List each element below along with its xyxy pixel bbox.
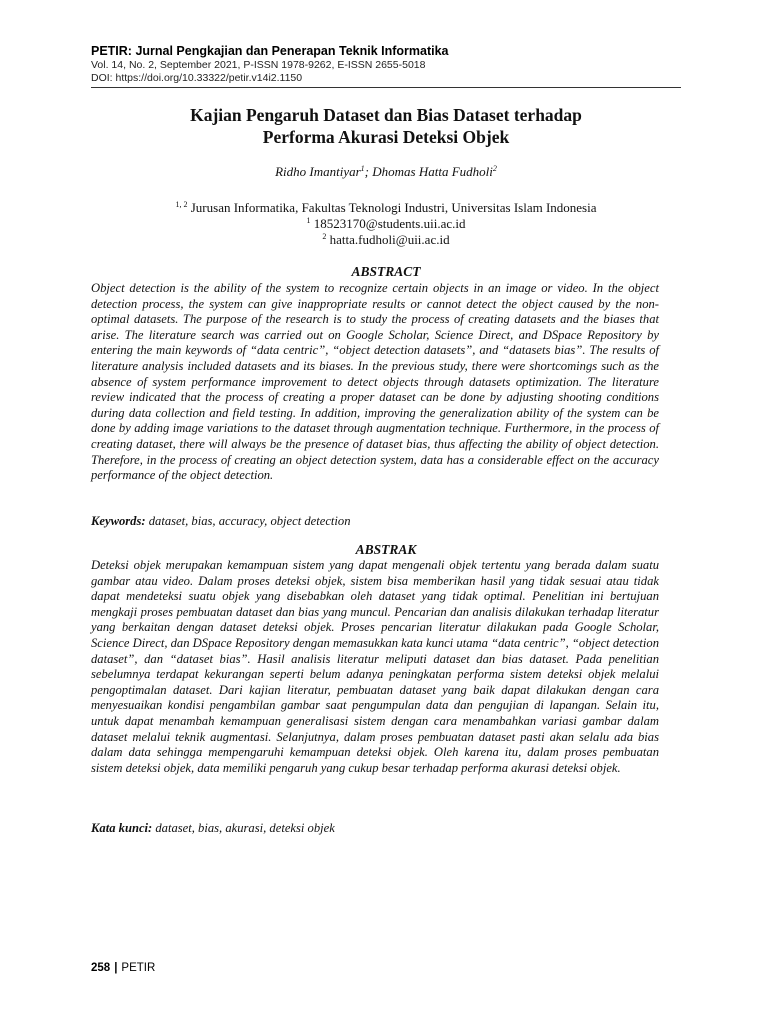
author-1-affil: 1 (360, 164, 365, 173)
footer-journal: PETIR (121, 962, 156, 974)
footer-separator: | (114, 962, 118, 974)
journal-volume: Vol. 14, No. 2, September 2021, P-ISSN 1978-9262, E-ISSN 2655-5018 (91, 59, 426, 71)
affiliation-line (91, 200, 681, 216)
keywords (91, 513, 659, 529)
author-2-affil: 2 (492, 164, 497, 173)
kata-kunci-label: Kata kunci: (91, 821, 153, 835)
affiliation-text: Jurusan Informatika, Fakultas Teknologi Industri, Universitas Islam Indonesia (187, 200, 597, 215)
affiliation-sup: 1, 2 (175, 200, 188, 209)
author-list (91, 163, 681, 181)
affiliations (91, 200, 681, 248)
header-divider (91, 87, 681, 88)
email-1-sup: 1 (306, 216, 311, 225)
journal-header (91, 43, 681, 85)
author-1: Ridho Imantiyar (275, 164, 361, 179)
kata-kunci (91, 820, 659, 836)
email-1[interactable]: 18523170@students.uii.ac.id (310, 216, 466, 231)
email-line-2 (91, 232, 681, 248)
keywords-value: dataset, bias, accuracy, object detection (145, 514, 351, 528)
page-footer (91, 962, 155, 974)
paper-title (91, 104, 681, 148)
abstrak-heading: ABSTRAK (355, 542, 417, 557)
email-line-1 (91, 216, 681, 232)
abstrak-body: Deteksi objek merupakan kemampuan sistem yang dapat mengenali objek tertentu yang berada dalam suatu gambar atau video. Dalam proses deteksi objek, sistem bisa memberikan hasil yang tidak sesuai atau tidak dapat mendeteksi suatu objek yang disebabkan oleh dataset yang tidak optimal. Penelitian ini bertujuan mengkaji proses pembuatan dataset dan bias yang muncul. Pencarian dan analisis dilakukan terhadap literatur yang berkaitan dengan dataset deteksi objek. Proses pencarian literatur dilakukan pada Google Scholar, Science Direct, dan DSpace Repository dengan memasukkan kata kunci utama “data centric”, “object detection dataset”, dan “dataset bias”. Hasil analisis literatur meliputi dataset dan bias dataset. Pada penelitian sebelumnya terdapat kekurangan seperti belum adanya peningkatan performa sistem deteksi objek melalui pengoptimalan dataset. Dari kajian literatur, pembuatan dataset yang baik dapat dilakukan dengan cara menyesuaikan kondisi pengambilan gambar saat pengumpulan data dan pengujian di lapangan. Selain itu, untuk dapat menambah kemampuan generalisasi sistem dengan cara menambahkan variasi gambar dalam dataset melalui teknik augmentasi. Selanjutnya, dalam proses pembuatan dataset pasti akan selalu ada bias dalam data sehingga mempengaruhi kemampuan deteksi objek. Oleh karena itu, dalam proses pembuatan sistem deteksi objek, data memiliki pengaruh yang cukup besar terhadap performa akurasi deteksi objek. (91, 558, 659, 775)
title-line-1: Kajian Pengaruh Dataset dan Bias Dataset terhadap (190, 105, 582, 125)
author-2: Dhomas Hatta Fudholi (372, 164, 493, 179)
email-2[interactable]: hatta.fudholi@uii.ac.id (326, 232, 450, 247)
page-number: 258 (91, 962, 111, 974)
email-2-sup: 2 (322, 232, 327, 241)
keywords-label: Keywords: (91, 514, 146, 528)
journal-doi[interactable]: DOI: https://doi.org/10.33322/petir.v14i2.1150 (91, 72, 303, 84)
kata-kunci-value: dataset, bias, akurasi, deteksi objek (152, 821, 335, 835)
abstract-body: Object detection is the ability of the system to recognize certain objects in an image or video. In the object detection process, the system can give inappropriate results or cannot detect the object caused by the non-optimal datasets. The purpose of the research is to study the process of creating datasets and the biases that arise. The literature search was carried out on Google Scholar, Science Direct, and DSpace Repository by entering the main keywords of “data centric”, “object detection datasets”, and “datasets bias”. The results of literature analysis included datasets and its biases. In the previous study, there were shortcomings such as the absence of system performance improvement to detect objects through datasets optimization. The literature review indicated that the process of creating a proper dataset can be done by adjusting shooting conditions during data collection and field testing. In addition, improving the generalization ability of the system can be done by adding image variations to the dataset through augmentation technique. Furthermore, in the process of creating dataset, there will always be the presence of dataset bias, thus affecting the ability of object detection. Therefore, in the process of creating an object detection system, data has a considerable effect on the accuracy performance of the object detection. (91, 281, 659, 483)
abstract-heading: ABSTRACT (351, 264, 421, 279)
title-line-2: Performa Akurasi Deteksi Objek (262, 127, 510, 147)
author-separator: ; (364, 164, 373, 179)
journal-name: PETIR: Jurnal Pengkajian dan Penerapan Teknik Informatika (91, 44, 449, 58)
